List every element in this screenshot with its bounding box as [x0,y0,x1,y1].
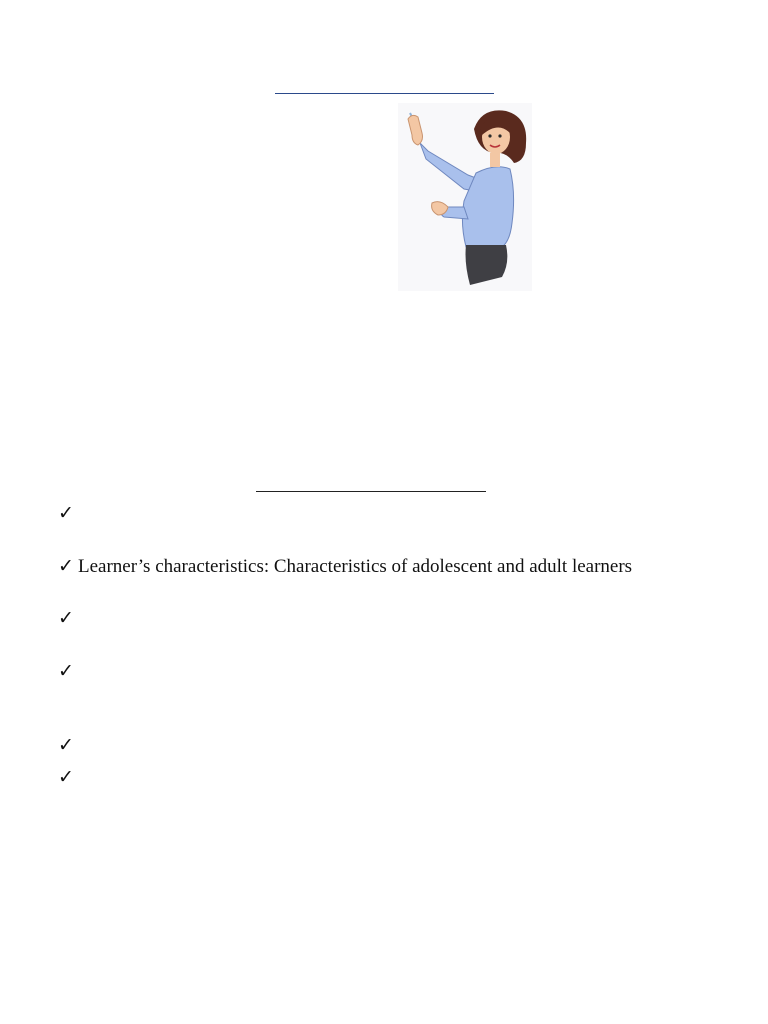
checklist-item [58,556,632,578]
checklist-item [58,608,78,630]
checklist-item [58,735,78,757]
check-icon: ✓ [58,735,74,756]
checklist-item [58,503,78,525]
teacher-illustration [398,103,532,291]
check-icon: ✓ [58,661,74,682]
check-icon: ✓ [58,608,74,629]
section-underline [256,491,486,492]
teacher-pointing-icon [398,103,532,291]
checklist-item-text: Learner’s characteristics: Characteristics of adolescent and adult learners [78,556,633,577]
checklist-item [58,767,78,789]
check-icon: ✓ [58,503,74,524]
check-icon: ✓ [58,556,74,577]
title-underline [275,93,494,94]
check-icon: ✓ [58,767,74,788]
checklist-item [58,661,78,683]
